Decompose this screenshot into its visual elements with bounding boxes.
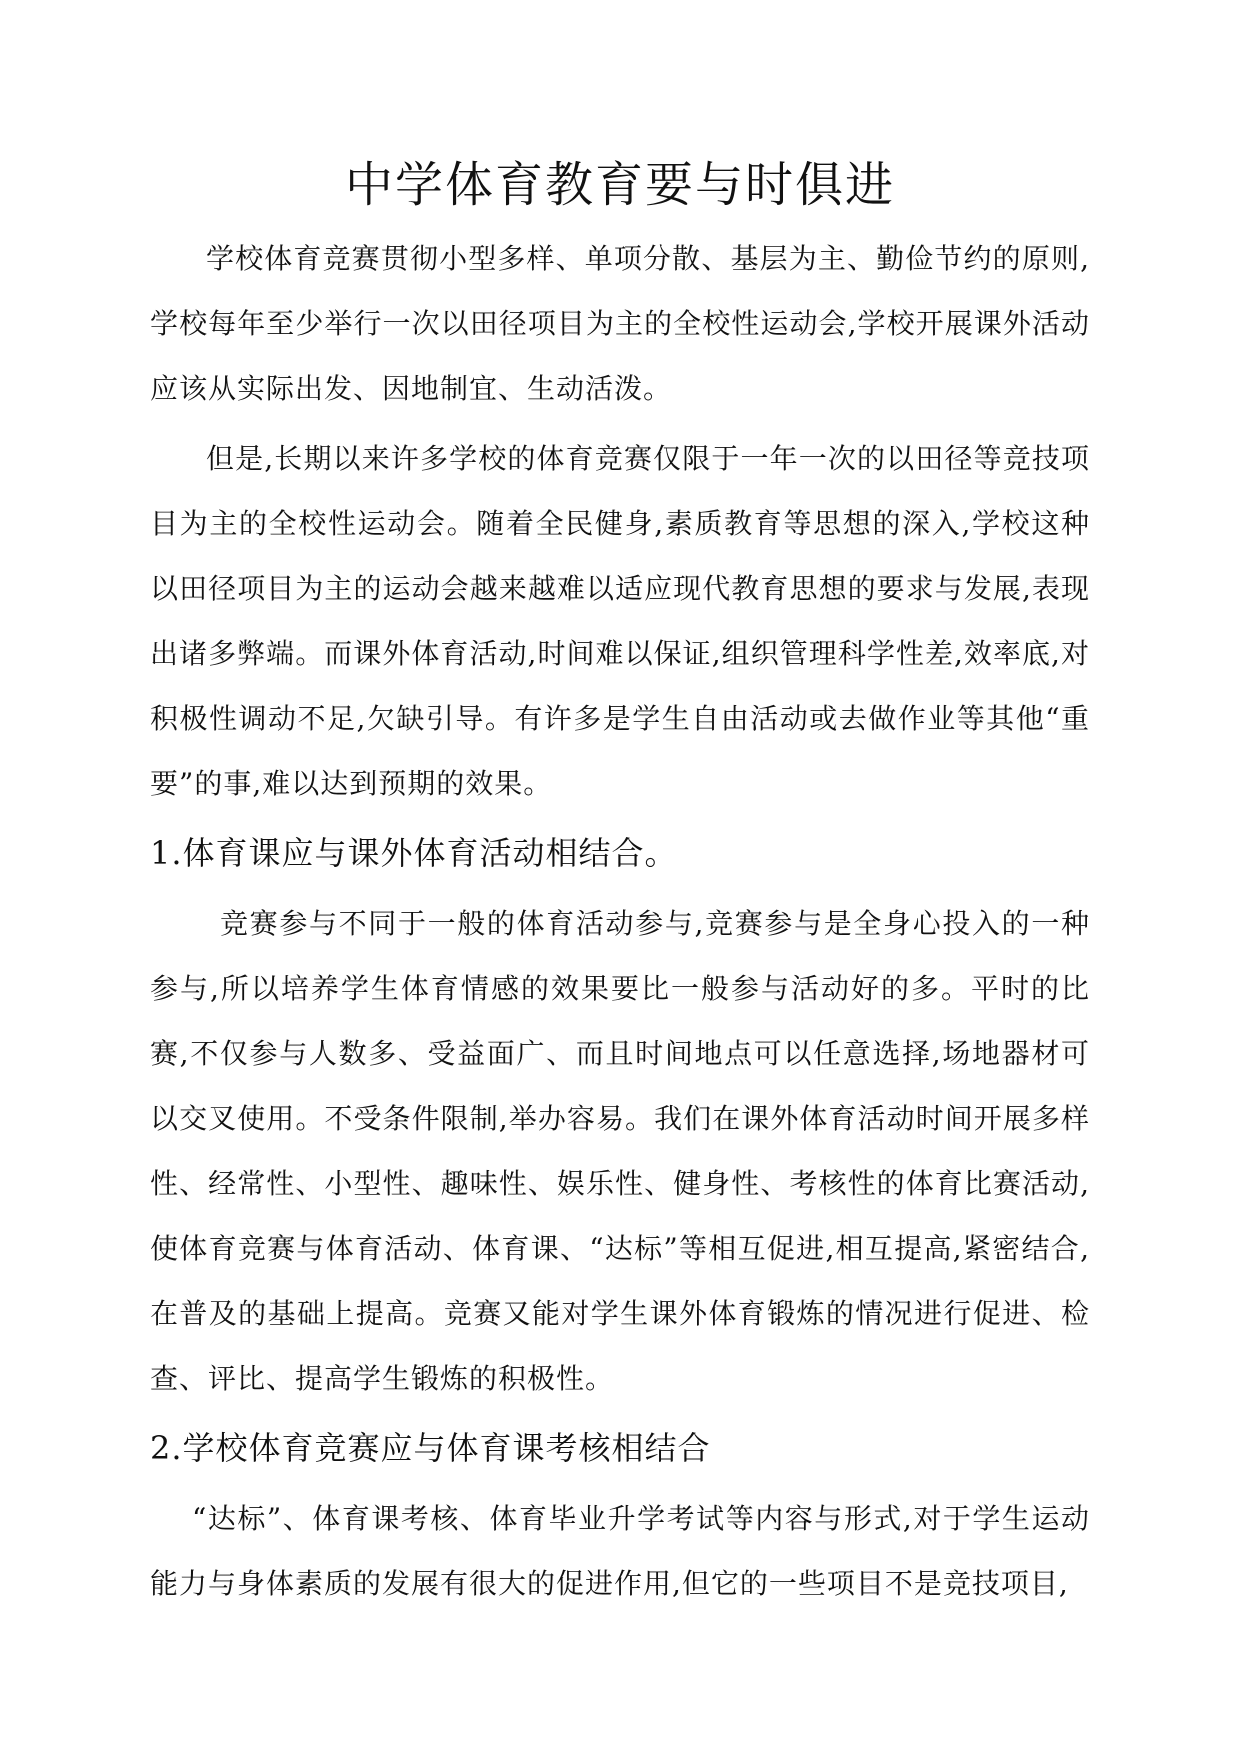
document-title: 中学体育教育要与时俱进: [344, 157, 895, 213]
section-heading-1: 1.体育课应与课外体育活动相结合。: [150, 834, 678, 872]
section-heading-2: 2.学校体育竞赛应与体育课考核相结合: [150, 1429, 711, 1467]
paragraph-problems: 但是,长期以来许多学校的体育竞赛仅限于一年一次的以田径等竞技项目为主的全校性运动会。随着全民健身,素质教育等思想的深入,学校这种以田径项目为主的运动会越来越难以适应现代教育思想的要求与发展,表现出诸多弊端。而课外体育活动,时间难以保证,组织管理科学性差,效率底,对积极性调动不足,欠缺引导。有许多是学生自由活动或去做作业等其他“重要”的事,难以达到预期的效果。: [150, 442, 1090, 800]
paragraph-section-2: “达标”、体育课考核、体育毕业升学考试等内容与形式,对于学生运动能力与身体素质的发展有很大的促进作用,但它的一些项目不是竞技项目,: [150, 1502, 1090, 1600]
paragraph-section-1: 竞赛参与不同于一般的体育活动参与,竞赛参与是全身心投入的一种参与,所以培养学生体育情感的效果要比一般参与活动好的多。平时的比赛,不仅参与人数多、受益面广、而且时间地点可以任意选择,场地器材可以交叉使用。不受条件限制,举办容易。我们在课外体育活动时间开展多样性、经常性、小型性、趣味性、娱乐性、健身性、考核性的体育比赛活动,使体育竞赛与体育活动、体育课、“达标”等相互促进,相互提高,紧密结合,在普及的基础上提高。竞赛又能对学生课外体育锻炼的情况进行促进、检查、评比、提高学生锻炼的积极性。: [150, 907, 1090, 1395]
paragraph-intro: 学校体育竞赛贯彻小型多样、单项分散、基层为主、勤俭节约的原则,学校每年至少举行一次以田径项目为主的全校性运动会,学校开展课外活动应该从实际出发、因地制宜、生动活泼。: [150, 242, 1090, 405]
document-page: [150, 150, 1090, 1621]
